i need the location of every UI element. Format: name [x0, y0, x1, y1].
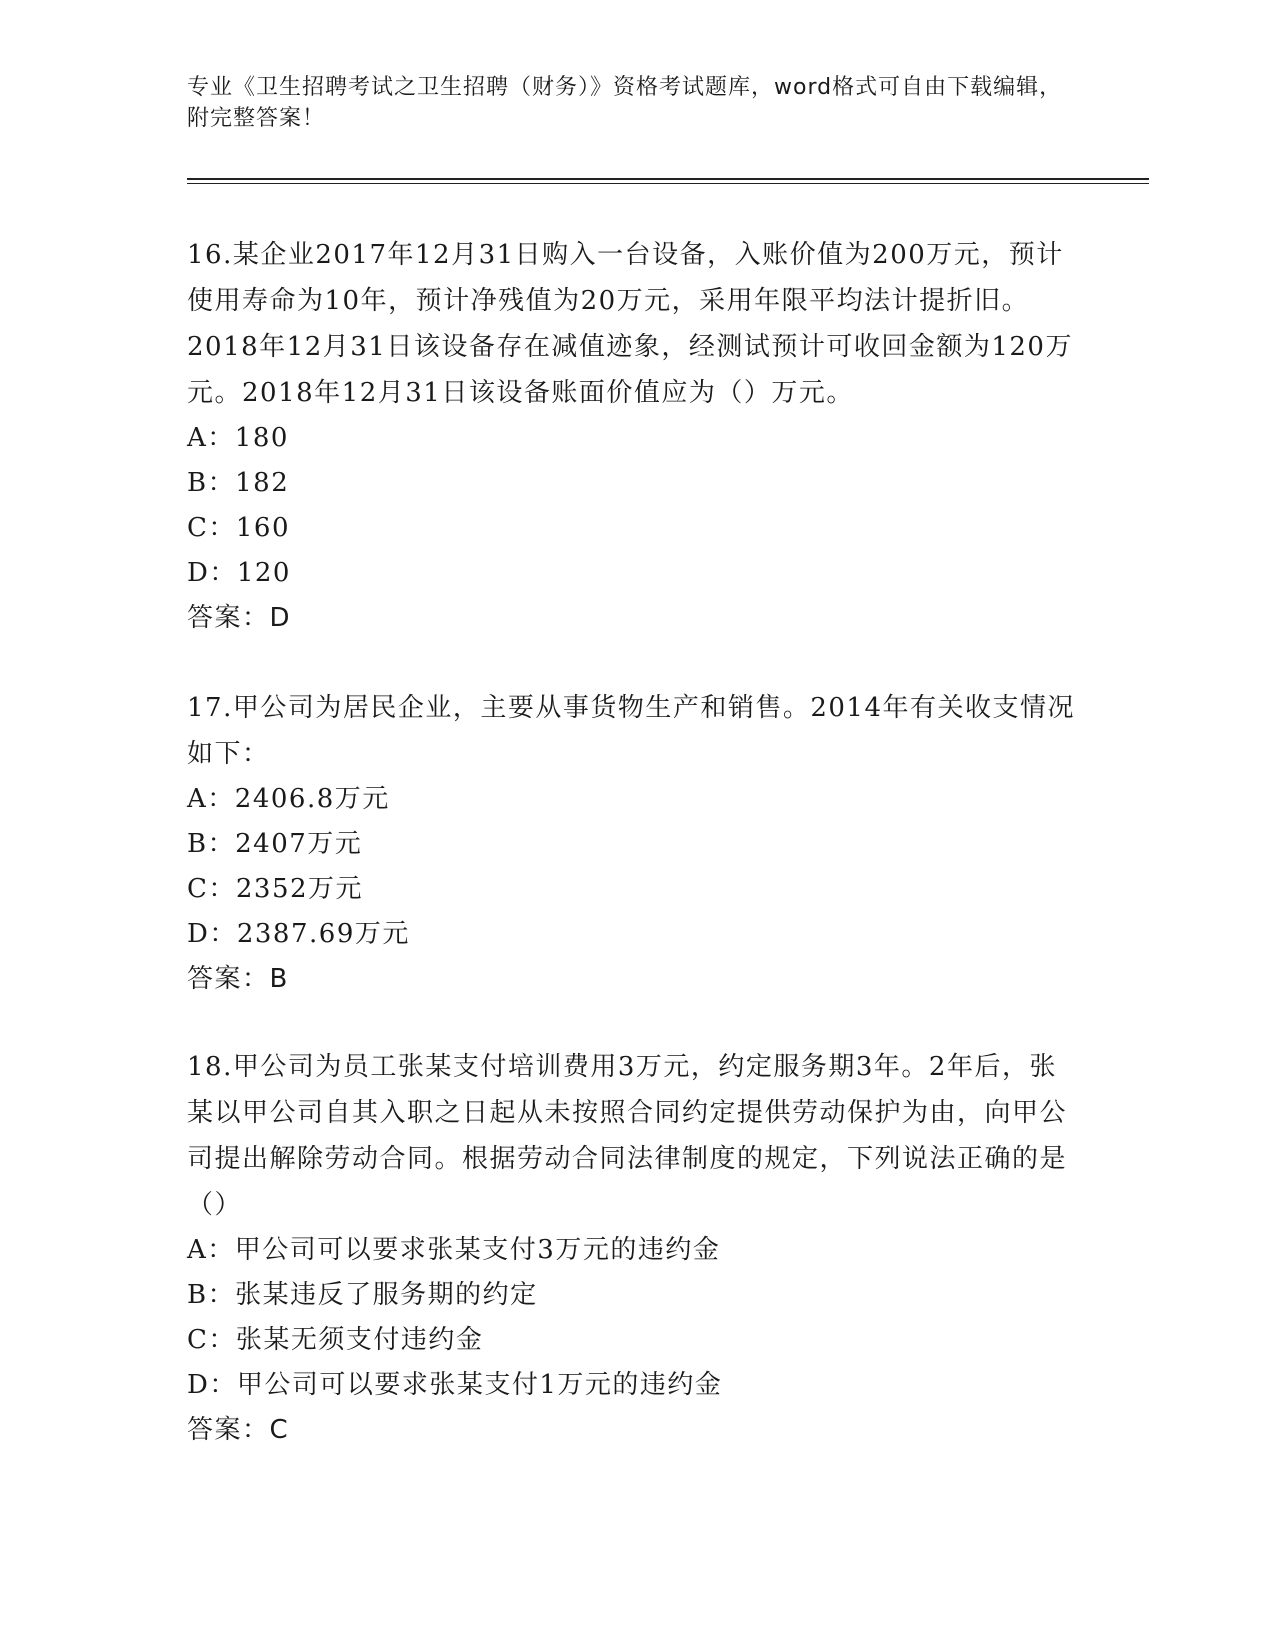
option-d: D：甲公司可以要求张某支付1万元的违约金: [187, 1370, 723, 1400]
option-a: A：180: [187, 423, 289, 453]
answer: 答案：C: [187, 1415, 290, 1445]
header-rule-thin: [187, 183, 1149, 184]
question-18: [187, 1044, 1077, 1453]
option-c: C：张某无须支付违约金: [187, 1325, 484, 1355]
option-a: A：2406.8万元: [187, 784, 390, 814]
page-header-text: 专业《卫生招聘考试之卫生招聘（财务）》资格考试题库，word格式可自由下载编辑，附完整答案！: [187, 75, 1063, 131]
option-d: D：120: [187, 558, 291, 588]
option-a: A：甲公司可以要求张某支付3万元的违约金: [187, 1235, 721, 1265]
option-b: B：张某违反了服务期的约定: [187, 1280, 538, 1310]
question-stem: 17.甲公司为居民企业，主要从事货物生产和销售。2014年有关收支情况如下：: [187, 693, 1076, 769]
header-rule-thick: [187, 178, 1149, 180]
option-c: C：160: [187, 513, 291, 543]
option-b: B：2407万元: [187, 829, 363, 859]
answer: 答案：B: [187, 964, 289, 994]
option-d: D：2387.69万元: [187, 919, 410, 949]
question-stem: 18.甲公司为员工张某支付培训费用3万元，约定服务期3年。2年后，张某以甲公司自其入职之日起从未按照合同约定提供劳动保护为由，向甲公司提出解除劳动合同。根据劳动合同法律制度的规定，下列说法正确的是（）: [187, 1052, 1068, 1220]
question-17: [187, 685, 1077, 1002]
answer: 答案：D: [187, 603, 292, 633]
option-b: B：182: [187, 468, 290, 498]
question-16: [187, 232, 1077, 641]
option-c: C：2352万元: [187, 874, 364, 904]
question-stem: 16.某企业2017年12月31日购入一台设备，入账价值为200万元，预计使用寿命为10年，预计净残值为20万元，采用年限平均法计提折旧。2018年12月31日该设备存在减值迹象，经测试预计可收回金额为120万元。2018年12月31日该设备账面价值应为（）万元。: [187, 240, 1073, 408]
